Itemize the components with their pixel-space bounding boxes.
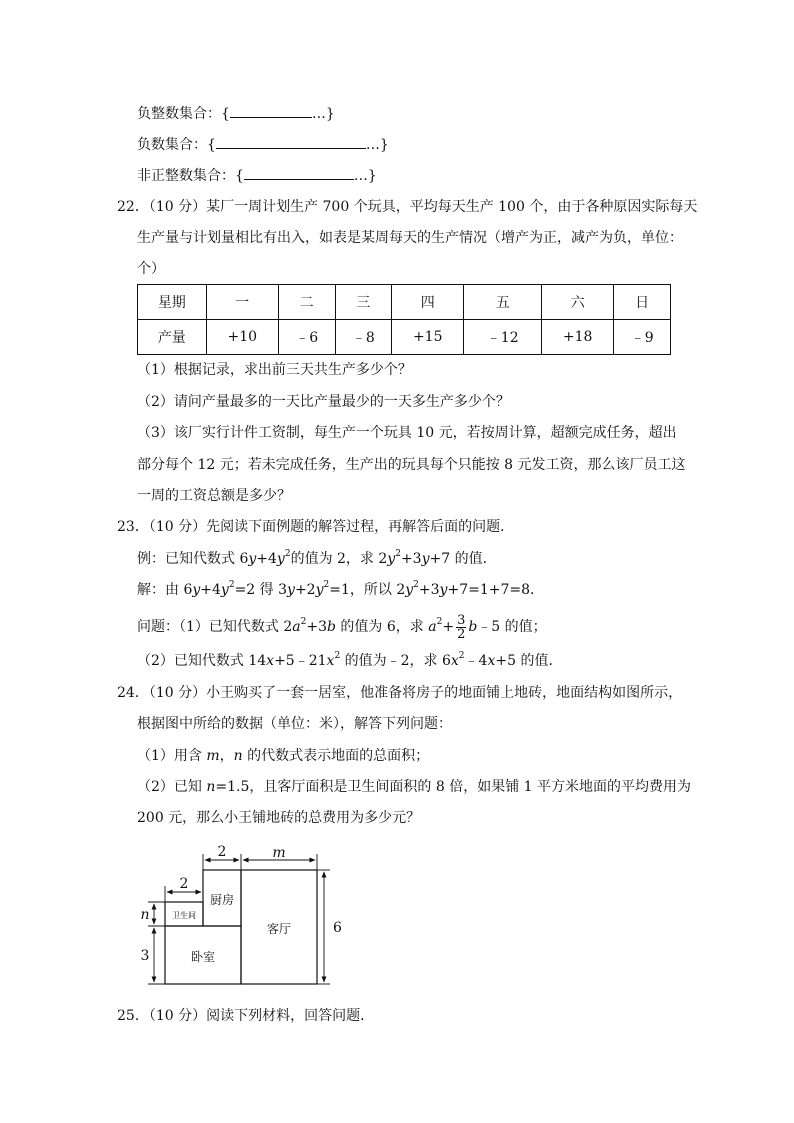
exponent: 2	[300, 617, 307, 628]
exponent: 2	[458, 651, 465, 662]
exponent: 2	[395, 549, 401, 560]
var: y	[405, 582, 414, 598]
production-table	[137, 284, 671, 355]
text: =1.5，且客厅面积是卫生间面积的 8 倍，如果铺 1 平方米地面的平均费用为	[215, 779, 691, 795]
room-label-bedroom: 卧室	[190, 950, 216, 964]
var: y	[387, 551, 396, 567]
table-row	[138, 320, 671, 355]
dim-label-3: 3	[140, 948, 150, 964]
text: ﹣4	[464, 653, 488, 669]
text: +	[442, 619, 455, 635]
var: x	[266, 653, 275, 669]
table-cell: 产量	[138, 320, 207, 355]
fraction-numerator: 3	[457, 612, 466, 628]
q22-line2: 生产量与计划量相比有出入，如表是某周每天的生产情况（增产为正，减产为负，单位：	[137, 230, 683, 246]
text: +5 的值．	[495, 653, 563, 669]
set-non-pos-int	[137, 165, 377, 186]
table-cell: 六	[542, 285, 614, 320]
room-label-bathroom: 卫生间	[172, 911, 196, 920]
text: +4	[200, 582, 221, 598]
exponent: 2	[413, 580, 419, 591]
var: y	[421, 551, 430, 567]
fraction-denominator: 2	[457, 626, 466, 642]
text: 例：已知代数式 6	[137, 551, 249, 567]
exponent: 2	[334, 651, 341, 662]
table-cell: ﹣12	[464, 320, 542, 355]
text: 问题：（1）已知代数式 2	[137, 619, 293, 635]
dim-label-6: 6	[333, 920, 342, 936]
var: b	[468, 619, 478, 635]
table-cell: 四	[392, 285, 464, 320]
table-cell: 二	[278, 285, 335, 320]
q23-solution	[137, 580, 544, 600]
q22-line1: 22．（10 分）某厂一周计划生产 700 个玩具，平均每天生产 100 个，由于各种原因实际每天	[117, 199, 698, 215]
set-neg	[137, 134, 389, 155]
answer-blank[interactable]	[230, 103, 312, 118]
q22-part3-line3: 一周的工资总额是多少？	[137, 488, 291, 504]
var: y	[315, 582, 324, 598]
var: x	[487, 653, 496, 669]
room-label-living: 客厅	[266, 922, 292, 936]
exponent: 2	[323, 580, 330, 591]
table-cell: 五	[464, 285, 542, 320]
var: n	[233, 748, 243, 764]
text: ﹣5 的值；	[477, 619, 547, 635]
answer-blank[interactable]	[216, 134, 366, 149]
text: +2	[294, 582, 316, 598]
table-cell: 一	[206, 285, 278, 320]
set-label: 负数集合：{	[137, 137, 216, 153]
q24-line2: 根据图中所给的数据（单位：米），解答下列问题：	[137, 716, 452, 732]
dim-label-n: n	[140, 907, 150, 923]
q23-question2	[137, 651, 562, 671]
table-cell: ﹣8	[335, 320, 392, 355]
var: x	[326, 653, 335, 669]
q22-part2: （2）请问产量最多的一天比产量最少的一天多生产多少个？	[137, 394, 510, 410]
q22-line3: 个）	[137, 261, 165, 277]
text: ，	[219, 748, 234, 764]
table-cell: +10	[206, 320, 278, 355]
q22-part3-line1: （3）该厂实行计件工资制，每生产一个玩具 10 元，若按周计算，超额完成任务，超出	[137, 425, 677, 441]
var: a	[292, 619, 301, 635]
set-neg-int	[137, 103, 335, 124]
text: =2 得 3	[234, 582, 288, 598]
text: 的值为 6，求	[335, 619, 429, 635]
set-tail: …}	[311, 106, 335, 122]
q23-question1	[137, 612, 547, 642]
q24-part1	[137, 746, 429, 766]
exponent: 2	[228, 580, 235, 591]
dim-label-m: m	[272, 845, 286, 861]
q24-part2	[137, 777, 691, 797]
q25-head: 25．（10 分）阅读下列材料，回答问题．	[117, 1008, 375, 1024]
text: +5﹣21	[274, 653, 327, 669]
set-tail: …}	[353, 168, 377, 184]
var: y	[287, 582, 295, 598]
var: b	[327, 619, 336, 635]
table-cell: ﹣9	[614, 320, 671, 355]
text: +4	[256, 551, 277, 567]
text: +3	[400, 551, 422, 567]
text: （2）已知	[137, 779, 207, 795]
set-tail: …}	[365, 137, 389, 153]
var: y	[220, 582, 229, 598]
table-cell: +18	[542, 320, 614, 355]
var: y	[439, 582, 448, 598]
text: +3	[418, 582, 440, 598]
text: 解：由 6	[137, 582, 193, 598]
set-label: 负整数集合：{	[137, 106, 230, 122]
var: y	[192, 582, 201, 598]
var: y	[276, 551, 285, 567]
table-cell: ﹣6	[278, 320, 335, 355]
var: n	[206, 779, 216, 795]
text: 的代数式表示地面的总面积；	[242, 748, 430, 764]
text: +7=1+7=8．	[447, 582, 545, 598]
text: 的值为 2，求 2	[290, 551, 388, 567]
q24-part2-line2: 200 元，那么小王铺地砖的总费用为多少元？	[137, 810, 421, 826]
table-cell: 星期	[138, 285, 207, 320]
q22-part3-line2: 部分每个 12 元；若未完成任务，生产出的玩具每个只能按 8 元发工资，那么该厂员工这	[137, 457, 686, 473]
text: 的值为﹣2，求 6	[340, 653, 451, 669]
table-cell: +15	[392, 320, 464, 355]
var: y	[248, 551, 257, 567]
text: （2）已知代数式 14	[137, 653, 267, 669]
text: （1）用含	[137, 748, 207, 764]
exponent: 2	[436, 617, 443, 628]
exponent: 2	[284, 549, 291, 560]
set-label: 非正整数集合：{	[137, 168, 244, 184]
dim-label-2-top: 2	[217, 844, 227, 860]
table-cell: 三	[335, 285, 392, 320]
room-label-kitchen: 厨房	[209, 893, 235, 907]
q23-head: 23．（10 分）先阅读下面例题的解答过程，再解答后面的问题．	[117, 519, 515, 535]
q24-line1: 24．（10 分）小王购买了一套一居室，他准备将房子的地面铺上地砖，地面结构如图所示，	[117, 685, 683, 701]
floor-plan-diagram	[130, 840, 360, 1000]
q23-example	[137, 549, 497, 569]
var: x	[450, 653, 459, 669]
dim-label-2-left: 2	[179, 876, 189, 892]
table-cell: 日	[614, 285, 671, 320]
answer-blank[interactable]	[244, 165, 354, 180]
var: a	[428, 619, 437, 635]
fraction	[456, 614, 466, 641]
text: +7 的值．	[429, 551, 497, 567]
var: m	[206, 748, 220, 764]
text: =1，所以 2	[329, 582, 406, 598]
text: +3	[306, 619, 327, 635]
table-header-row	[138, 285, 671, 320]
q22-part1: （1）根据记录，求出前三天共生产多少个？	[137, 362, 412, 378]
